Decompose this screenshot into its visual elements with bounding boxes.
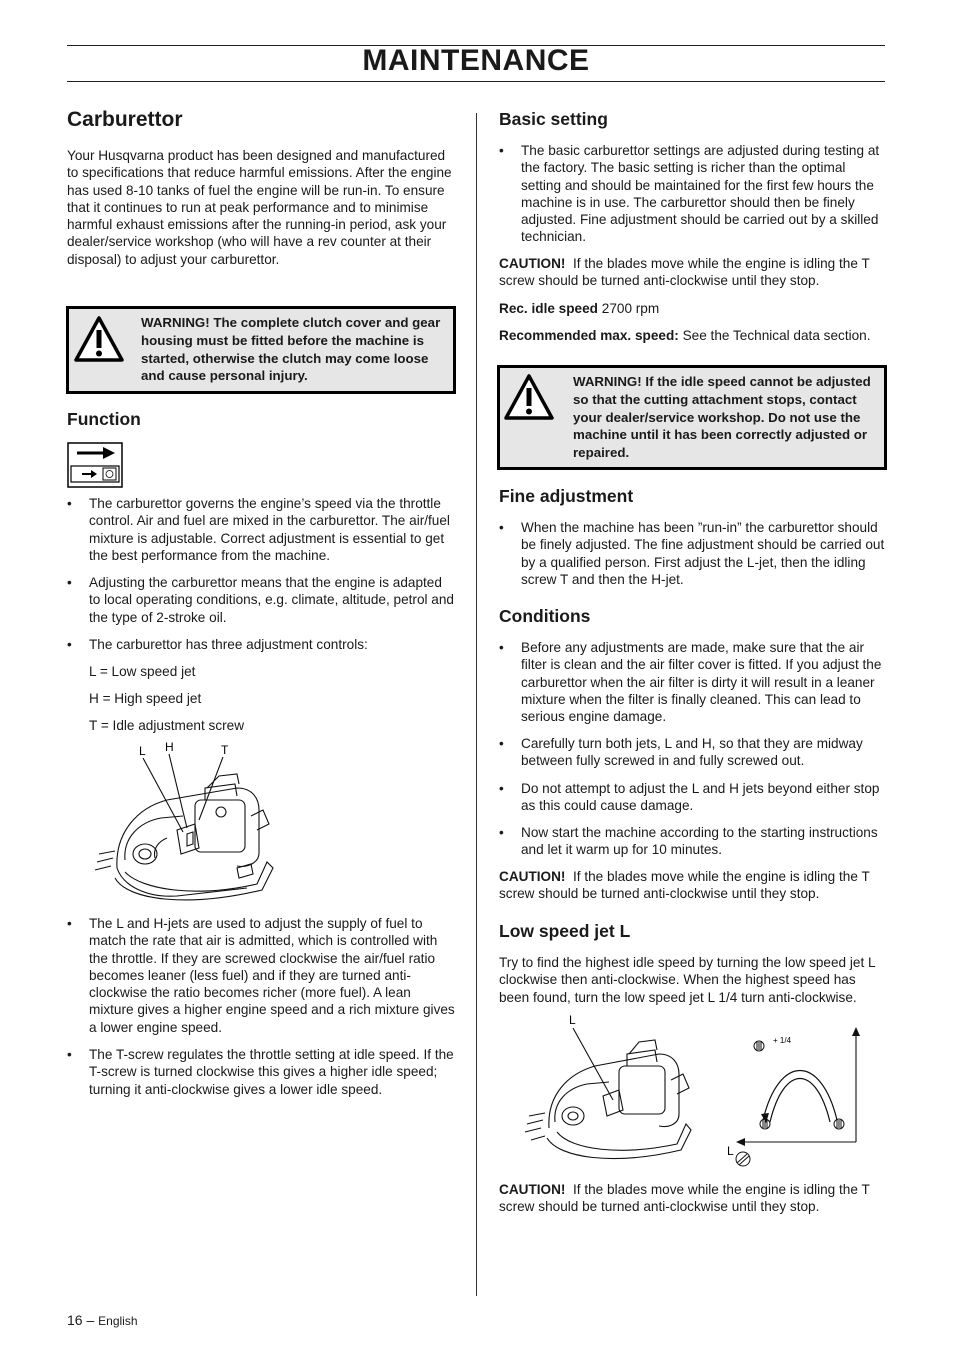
list-item: • The L and H-jets are used to adjust the supply of fuel to match the rate that air is admitted, which is controlled with the throttle. If they are screwed clockwise the air/fuel ratio becomes leaner (less fuel) and if they are turned anti-clockwise the ratio becomes richer (more fuel). A lean mixture gives a higher engine speed and a rich mixture gives a lower engine speed. bbox=[67, 916, 455, 1035]
warning-triangle-icon bbox=[73, 315, 125, 363]
basic-setting-title: Basic setting bbox=[499, 109, 608, 129]
warning-box bbox=[66, 306, 456, 394]
fig-label-h: H bbox=[165, 740, 174, 754]
list-item: • Carefully turn both jets, L and H, so that they are midway between fully screwed in and fully screwed out. bbox=[499, 736, 863, 769]
footer-language: English bbox=[98, 1314, 138, 1328]
intro-paragraph: Your Husqvarna product has been designed and manufactured to specifications that reduce harmful emissions. After the engine has used 8-10 tanks of fuel the engine will be run-in. To ensure that it continues to run at peak performance and to minimise harmful exhaust emissions after the running-in period, ask your dealer/service workshop (who will have a rev counter at their disposal) to adjust your carburettor. bbox=[67, 148, 452, 267]
warning-text: WARNING! If the idle speed cannot be adjusted so that the cutting attachment stops, contact your dealer/service workshop. Do not use the machine until it has been correctly adjusted or repaired. bbox=[573, 374, 871, 461]
section-title: Carburettor bbox=[67, 108, 183, 131]
control-item-l: L = Low speed jet bbox=[89, 664, 196, 679]
control-item-t: T = Idle adjustment screw bbox=[89, 718, 245, 733]
page-footer bbox=[67, 1312, 138, 1328]
fig-label-l: L bbox=[139, 744, 146, 758]
quarter-turn-label: + 1/4 bbox=[773, 1036, 792, 1045]
page-title: MAINTENANCE bbox=[362, 44, 590, 77]
low-speed-jet-illustration bbox=[521, 1010, 701, 1170]
caution-paragraph: CAUTION! If the blades move while the engine is idling the T screw should be turned anti-clockwise until they stop. bbox=[499, 869, 870, 902]
list-item: • The T-screw regulates the throttle setting at idle speed. If the T-screw is turned clockwise this gives a higher idle speed; turning it anti-clockwise gives a lower idle speed. bbox=[67, 1047, 454, 1097]
fine-adjustment-title: Fine adjustment bbox=[499, 486, 634, 506]
diagram-label-l: L bbox=[727, 1144, 734, 1158]
warning-text: WARNING! The complete clutch cover and gear housing must be fitted before the machine is started, otherwise the clutch may come loose and cause personal injury. bbox=[141, 315, 441, 384]
list-item: • Do not attempt to adjust the L and H jets beyond either stop as this could cause damage. bbox=[499, 781, 880, 814]
function-symbol-icon bbox=[67, 442, 123, 488]
header-rule-bottom bbox=[67, 81, 885, 82]
low-speed-jet-title: Low speed jet L bbox=[499, 921, 631, 941]
list-item: • The basic carburettor settings are adjusted during testing at the factory. The basic setting is richer than the optimal setting and should be maintained for the first few hours the machine is in use. The carburettor should then be finely adjusted. Fine adjustment should be carried out by a skilled technician. bbox=[499, 143, 880, 245]
carburettor-illustration bbox=[87, 738, 287, 908]
fig-label-t: T bbox=[221, 743, 229, 757]
column-divider bbox=[476, 113, 477, 1296]
warning-box bbox=[497, 365, 887, 470]
control-item-h: H = High speed jet bbox=[89, 691, 202, 706]
caution-paragraph: CAUTION! If the blades move while the engine is idling the T screw should be turned anti-clockwise until they stop. bbox=[499, 256, 870, 289]
caution-paragraph: CAUTION! If the blades move while the engine is idling the T screw should be turned anti-clockwise until they stop. bbox=[499, 1182, 870, 1215]
max-speed-line: Recommended max. speed: See the Technical data section. bbox=[499, 328, 871, 343]
list-item: • When the machine has been ”run-in” the carburettor should be finely adjusted. The fine adjustment should be carried out by a qualified person. First adjust the L-jet, then the idling screw T and then the H-jet. bbox=[499, 520, 885, 587]
idle-speed-line: Rec. idle speed 2700 rpm bbox=[499, 301, 660, 316]
list-item: • The carburettor governs the engine’s speed via the throttle control. Air and fuel are mixed in the carburettor. The air/fuel mixture is adjustable. Correct adjustment is essential to get the best performance from the machine. bbox=[67, 496, 450, 563]
list-item: • Adjusting the carburettor means that the engine is adapted to local operating conditions, e.g. climate, altitude, petrol and the type of 2-stroke oil. bbox=[67, 575, 454, 625]
low-speed-paragraph: Try to find the highest idle speed by turning the low speed jet L clockwise then anti-clockwise. When the highest speed has been found, turn the low speed jet L 1/4 turn anti-clockwise. bbox=[499, 955, 876, 1005]
fig-label-l: L bbox=[569, 1013, 576, 1027]
function-title: Function bbox=[67, 409, 141, 429]
warning-triangle-icon bbox=[503, 373, 555, 421]
idle-speed-curve-diagram bbox=[721, 1024, 866, 1174]
conditions-title: Conditions bbox=[499, 606, 591, 626]
page-number: 16 – bbox=[67, 1312, 95, 1328]
list-item: • Before any adjustments are made, make sure that the air filter is clean and the air filter cover is fitted. If you adjust the carburettor when the air filter is dirty it will result in a leaner mixture when the filter is finally cleaned. This can lead to serious engine damage. bbox=[499, 640, 882, 725]
list-item: • The carburettor has three adjustment controls: bbox=[67, 637, 368, 652]
list-item: • Now start the machine according to the starting instructions and let it warm up for 10 minutes. bbox=[499, 825, 878, 858]
